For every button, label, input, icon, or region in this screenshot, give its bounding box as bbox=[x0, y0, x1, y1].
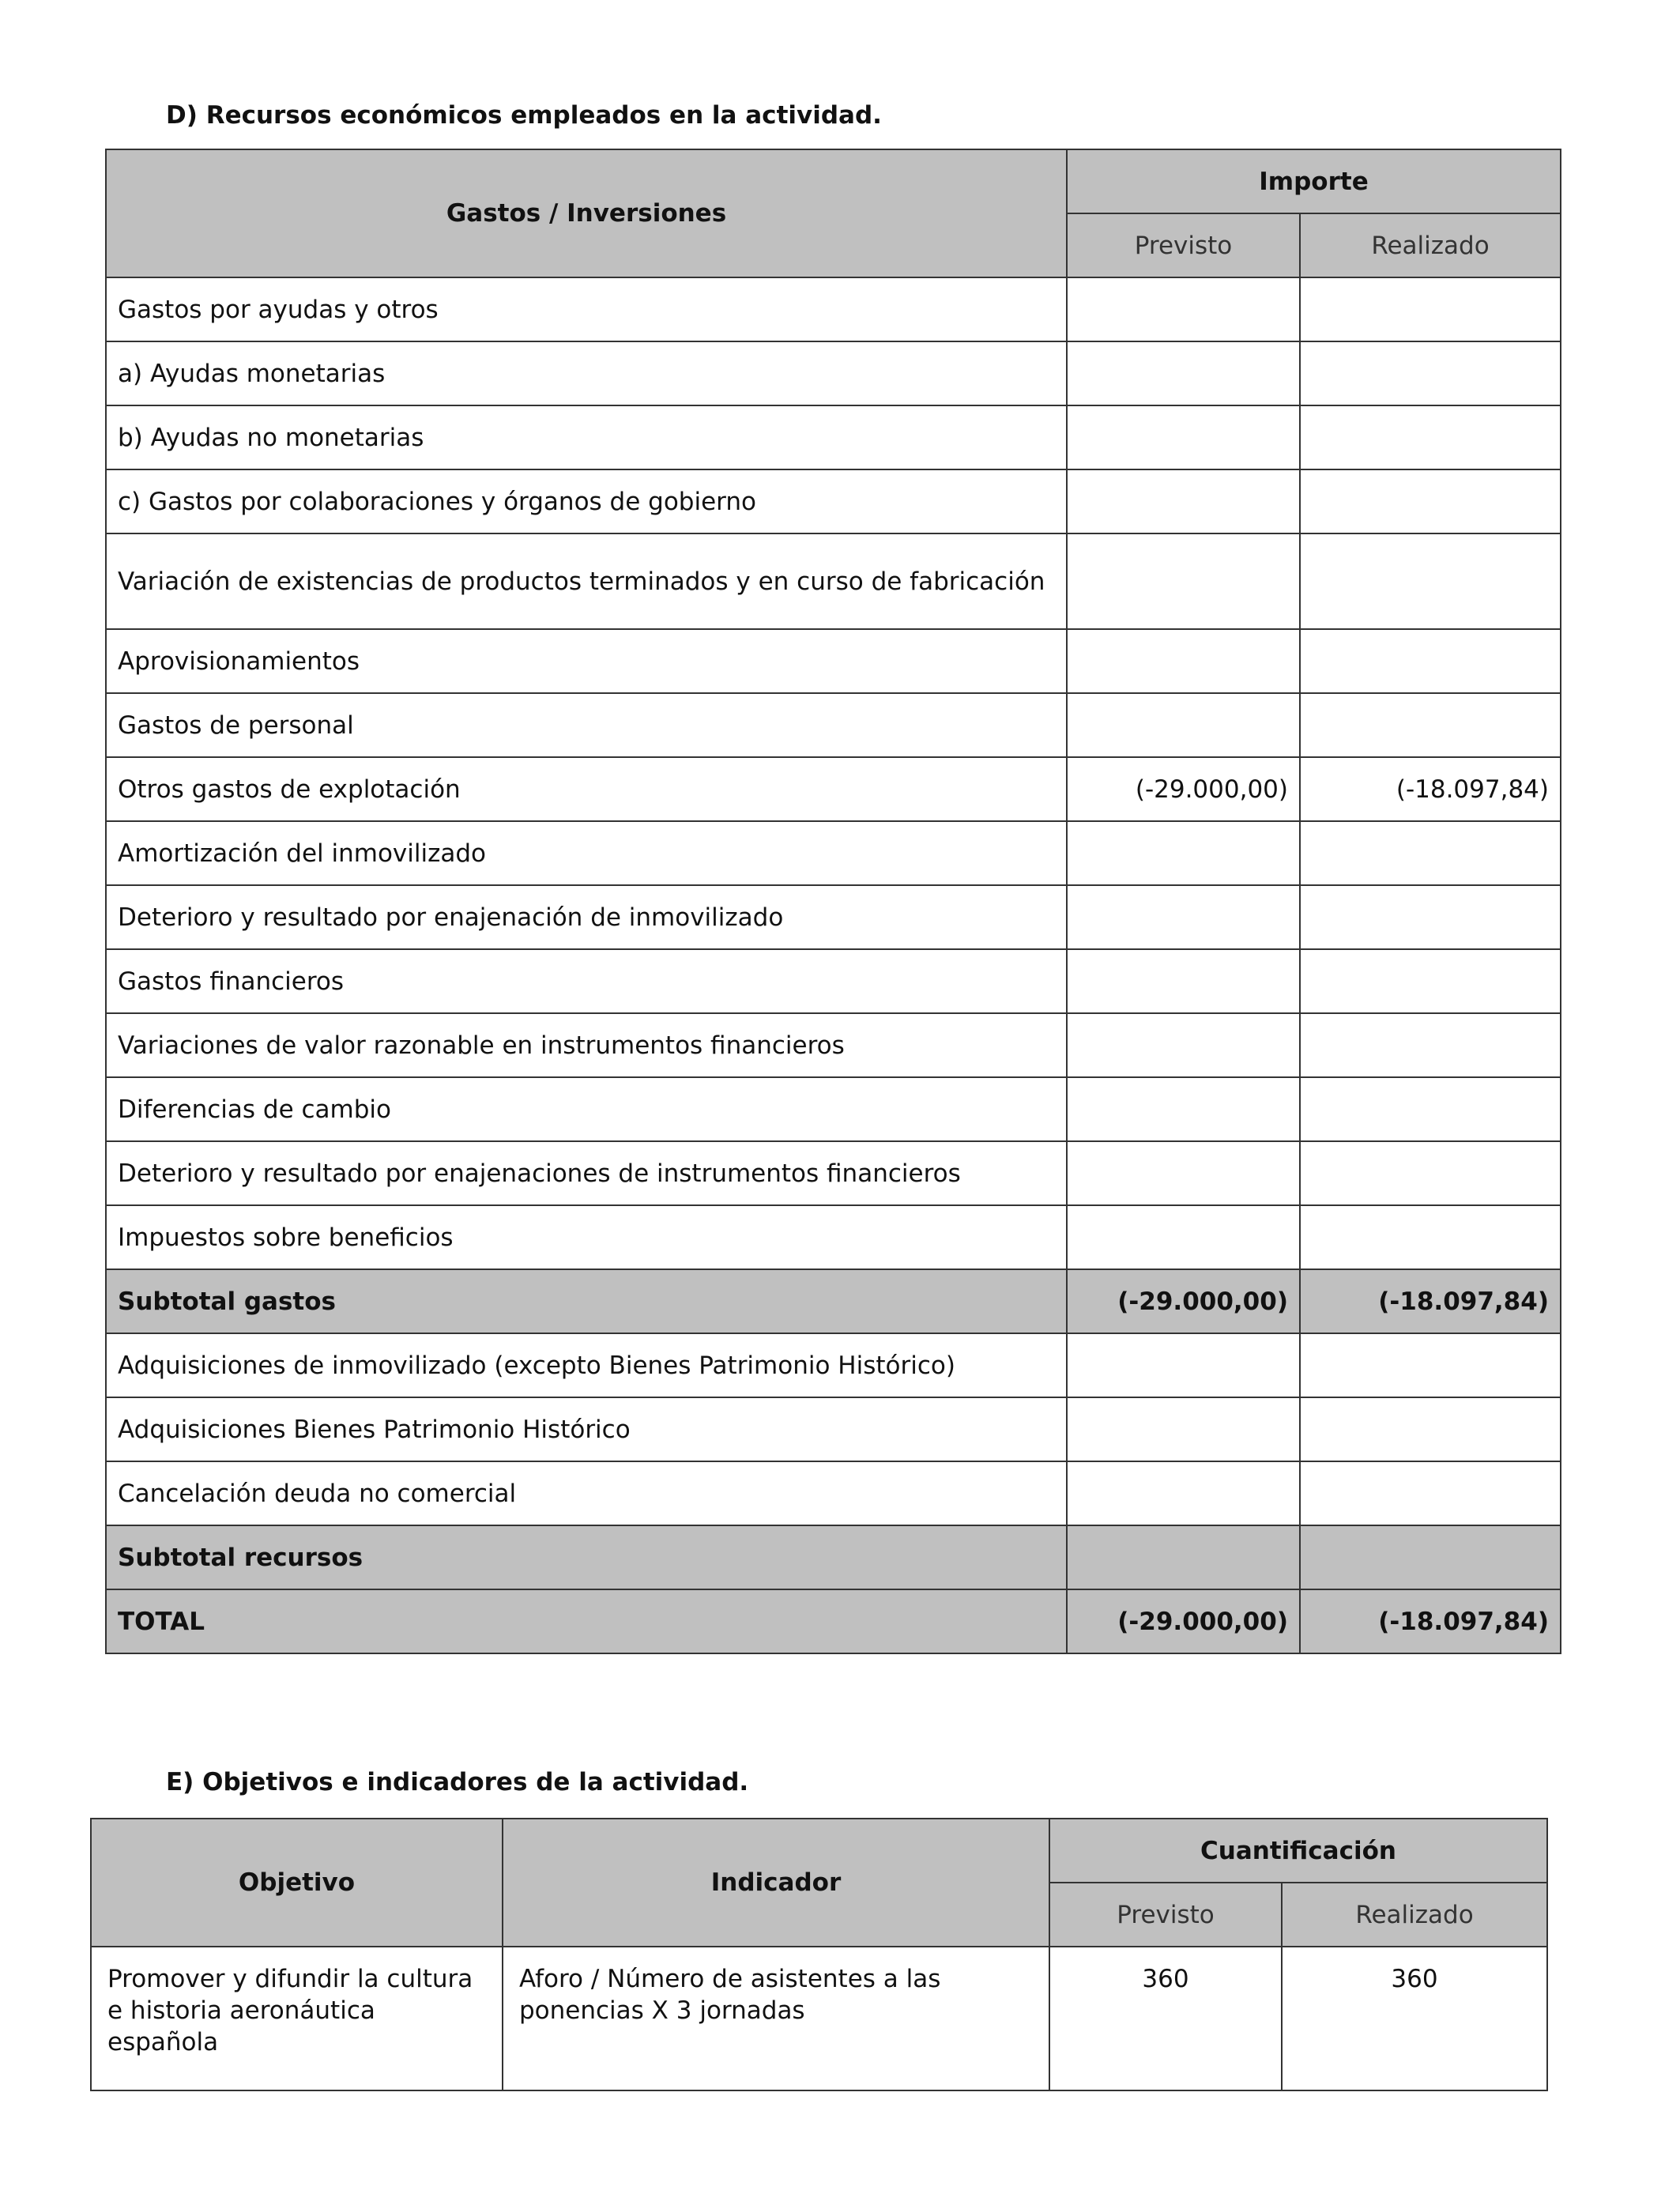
table-row bbox=[106, 1397, 1561, 1461]
row-previsto bbox=[1067, 341, 1300, 405]
indicador-cell: Aforo / Número de asistentes a las ponencias X 3 jornadas bbox=[503, 1947, 1049, 2090]
row-label: TOTAL bbox=[106, 1589, 1067, 1653]
row-previsto: (-29.000,00) bbox=[1067, 1269, 1300, 1333]
header-objetivo: Objetivo bbox=[91, 1819, 503, 1947]
row-previsto bbox=[1067, 1205, 1300, 1269]
row-label: Gastos financieros bbox=[106, 949, 1067, 1013]
header-realizado: Realizado bbox=[1282, 1883, 1547, 1947]
row-label: Variación de existencias de productos terminados y en curso de fabricación bbox=[106, 533, 1067, 629]
row-realizado bbox=[1300, 341, 1561, 405]
row-realizado bbox=[1300, 1077, 1561, 1141]
recursos-economicos-table bbox=[105, 149, 1561, 1654]
header-previsto: Previsto bbox=[1049, 1883, 1282, 1947]
row-label: Gastos de personal bbox=[106, 693, 1067, 757]
total-row bbox=[106, 1589, 1561, 1653]
row-realizado bbox=[1300, 405, 1561, 469]
row-previsto bbox=[1067, 1077, 1300, 1141]
table-row bbox=[106, 693, 1561, 757]
row-label: Aprovisionamientos bbox=[106, 629, 1067, 693]
table-row bbox=[106, 469, 1561, 533]
table-row bbox=[106, 1141, 1561, 1205]
row-previsto bbox=[1067, 405, 1300, 469]
previsto-cell: 360 bbox=[1049, 1947, 1282, 2090]
row-label: Cancelación deuda no comercial bbox=[106, 1461, 1067, 1525]
row-label: Diferencias de cambio bbox=[106, 1077, 1067, 1141]
table-row bbox=[106, 405, 1561, 469]
table-row bbox=[106, 1205, 1561, 1269]
row-realizado bbox=[1300, 1013, 1561, 1077]
row-realizado bbox=[1300, 629, 1561, 693]
row-label: c) Gastos por colaboraciones y órganos de gobierno bbox=[106, 469, 1067, 533]
row-previsto bbox=[1067, 277, 1300, 341]
row-realizado bbox=[1300, 885, 1561, 949]
subtotal-gastos-row bbox=[106, 1269, 1561, 1333]
row-realizado: (-18.097,84) bbox=[1300, 1589, 1561, 1653]
row-previsto: (-29.000,00) bbox=[1067, 757, 1300, 821]
row-label: Variaciones de valor razonable en instrumentos financieros bbox=[106, 1013, 1067, 1077]
row-label: Subtotal gastos bbox=[106, 1269, 1067, 1333]
row-previsto: (-29.000,00) bbox=[1067, 1589, 1300, 1653]
row-label: Otros gastos de explotación bbox=[106, 757, 1067, 821]
objetivo-cell: Promover y difundir la cultura e historia aeronáutica española bbox=[91, 1947, 503, 2090]
table-row bbox=[106, 629, 1561, 693]
row-realizado bbox=[1300, 469, 1561, 533]
table-row bbox=[106, 1013, 1561, 1077]
row-realizado bbox=[1300, 277, 1561, 341]
realizado-cell: 360 bbox=[1282, 1947, 1547, 2090]
row-previsto bbox=[1067, 949, 1300, 1013]
row-label: Adquisiciones de inmovilizado (excepto Bienes Patrimonio Histórico) bbox=[106, 1333, 1067, 1397]
row-previsto bbox=[1067, 821, 1300, 885]
table-row bbox=[106, 1333, 1561, 1397]
table-row bbox=[106, 1077, 1561, 1141]
table-row bbox=[106, 949, 1561, 1013]
table-row bbox=[106, 1461, 1561, 1525]
header-importe: Importe bbox=[1067, 149, 1561, 213]
table-row bbox=[91, 1947, 1547, 2090]
row-label: b) Ayudas no monetarias bbox=[106, 405, 1067, 469]
row-realizado bbox=[1300, 533, 1561, 629]
row-realizado bbox=[1300, 1461, 1561, 1525]
table-row bbox=[106, 277, 1561, 341]
row-realizado bbox=[1300, 1141, 1561, 1205]
row-previsto bbox=[1067, 1333, 1300, 1397]
row-previsto bbox=[1067, 693, 1300, 757]
table-row bbox=[106, 821, 1561, 885]
row-label: Deterioro y resultado por enajenaciones de instrumentos financieros bbox=[106, 1141, 1067, 1205]
header-indicador: Indicador bbox=[503, 1819, 1049, 1947]
row-realizado bbox=[1300, 949, 1561, 1013]
row-previsto bbox=[1067, 1461, 1300, 1525]
row-label: Subtotal recursos bbox=[106, 1525, 1067, 1589]
row-realizado bbox=[1300, 693, 1561, 757]
table-row bbox=[106, 757, 1561, 821]
row-label: Adquisiciones Bienes Patrimonio Histórico bbox=[106, 1397, 1067, 1461]
objetivos-indicadores-table bbox=[90, 1818, 1548, 2091]
header-cuantificacion: Cuantificación bbox=[1049, 1819, 1547, 1883]
row-previsto bbox=[1067, 1525, 1300, 1589]
row-previsto bbox=[1067, 1013, 1300, 1077]
section-d-title: D) Recursos económicos empleados en la actividad. bbox=[166, 101, 882, 130]
row-label: a) Ayudas monetarias bbox=[106, 341, 1067, 405]
row-realizado: (-18.097,84) bbox=[1300, 1269, 1561, 1333]
row-realizado bbox=[1300, 1525, 1561, 1589]
row-previsto bbox=[1067, 885, 1300, 949]
row-realizado bbox=[1300, 1333, 1561, 1397]
row-label: Impuestos sobre beneficios bbox=[106, 1205, 1067, 1269]
row-realizado bbox=[1300, 1397, 1561, 1461]
header-realizado: Realizado bbox=[1300, 213, 1561, 277]
table-row bbox=[106, 341, 1561, 405]
table-row bbox=[106, 885, 1561, 949]
row-previsto bbox=[1067, 1397, 1300, 1461]
row-realizado bbox=[1300, 821, 1561, 885]
subtotal-recursos-row bbox=[106, 1525, 1561, 1589]
row-previsto bbox=[1067, 629, 1300, 693]
row-label: Amortización del inmovilizado bbox=[106, 821, 1067, 885]
header-gastos-inversiones: Gastos / Inversiones bbox=[106, 149, 1067, 277]
row-previsto bbox=[1067, 533, 1300, 629]
header-previsto: Previsto bbox=[1067, 213, 1300, 277]
row-previsto bbox=[1067, 469, 1300, 533]
row-label: Gastos por ayudas y otros bbox=[106, 277, 1067, 341]
row-previsto bbox=[1067, 1141, 1300, 1205]
row-realizado: (-18.097,84) bbox=[1300, 757, 1561, 821]
row-label: Deterioro y resultado por enajenación de inmovilizado bbox=[106, 885, 1067, 949]
section-e-title: E) Objetivos e indicadores de la actividad. bbox=[166, 1768, 749, 1796]
table-row bbox=[106, 533, 1561, 629]
row-realizado bbox=[1300, 1205, 1561, 1269]
